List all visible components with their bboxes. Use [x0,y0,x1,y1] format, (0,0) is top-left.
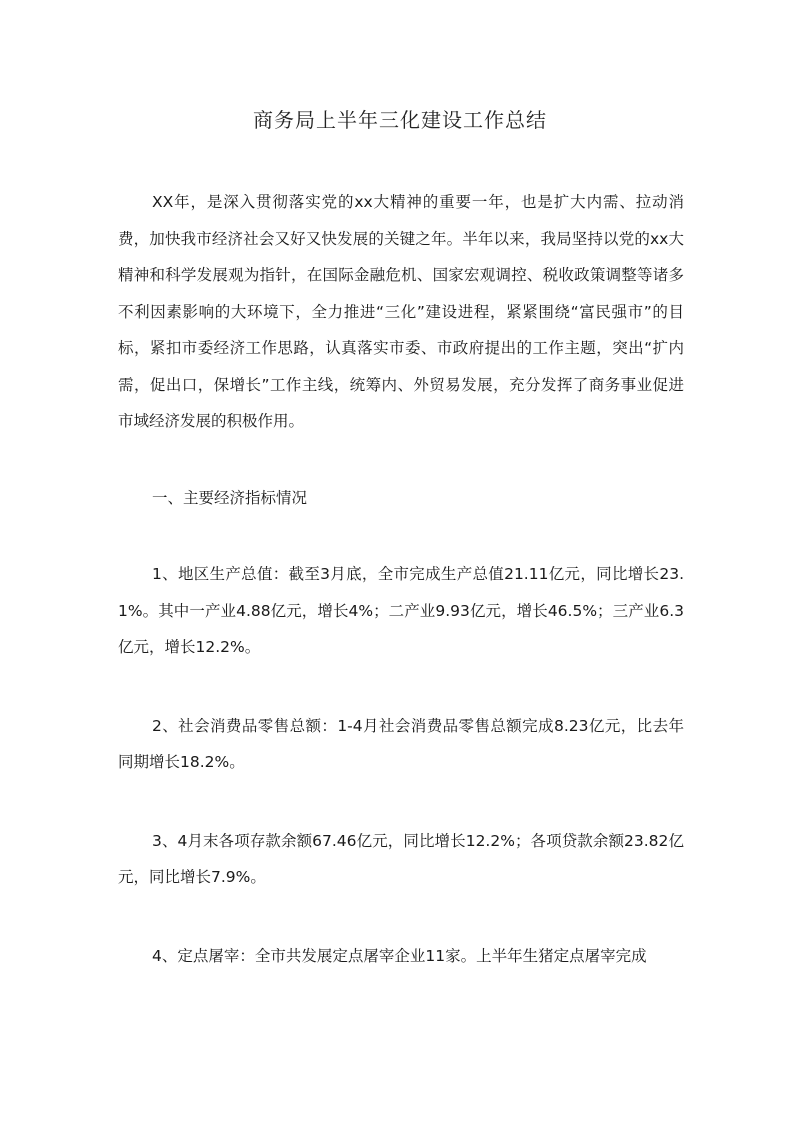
document-body [118,184,684,1016]
indicator-item-gdp: 1、地区生产总值：截至3月底，全市完成生产总值21.11亿元，同比增长23.1%。其中一产业4.88亿元，增长4%；二产业9.93亿元，增长46.5%；三产业6.3亿元，增长12.2%。 [118,565,684,656]
indicator-item-retail-sales: 2、社会消费品零售总额：1-4月社会消费品零售总额完成8.23亿元，比去年同期增长18.2%。 [118,716,684,771]
indicator-item-slaughter: 4、定点屠宰：全市共发展定点屠宰企业11家。上半年生猪定点屠宰完成 [152,946,647,965]
section-heading: 一、主要经济指标情况 [152,488,308,507]
indicator-item-deposits-loans: 3、4月末各项存款余额67.46亿元，同比增长12.2%；各项贷款余额23.82亿元，同比增长7.9%。 [118,831,684,886]
intro-paragraph: XX年，是深入贯彻落实党的xx大精神的重要一年，也是扩大内需、拉动消费，加快我市经济社会又好又快发展的关键之年。半年以来，我局坚持以党的xx大精神和科学发展观为指针，在国际金融危机、国家宏观调控、税收政策调整等诸多不利因素影响的大环境下，全力推进“三化”建设进程，紧紧围绕“富民强市”的目标，紧扣市委经济工作思路，认真落实市委、市政府提出的工作主题，突出“扩内需，促出口，保增长”工作主线，统筹内、外贸易发展，充分发挥了商务事业促进市域经济发展的积极作用。 [118,193,684,430]
document-title: 商务局上半年三化建设工作总结 [253,108,547,132]
